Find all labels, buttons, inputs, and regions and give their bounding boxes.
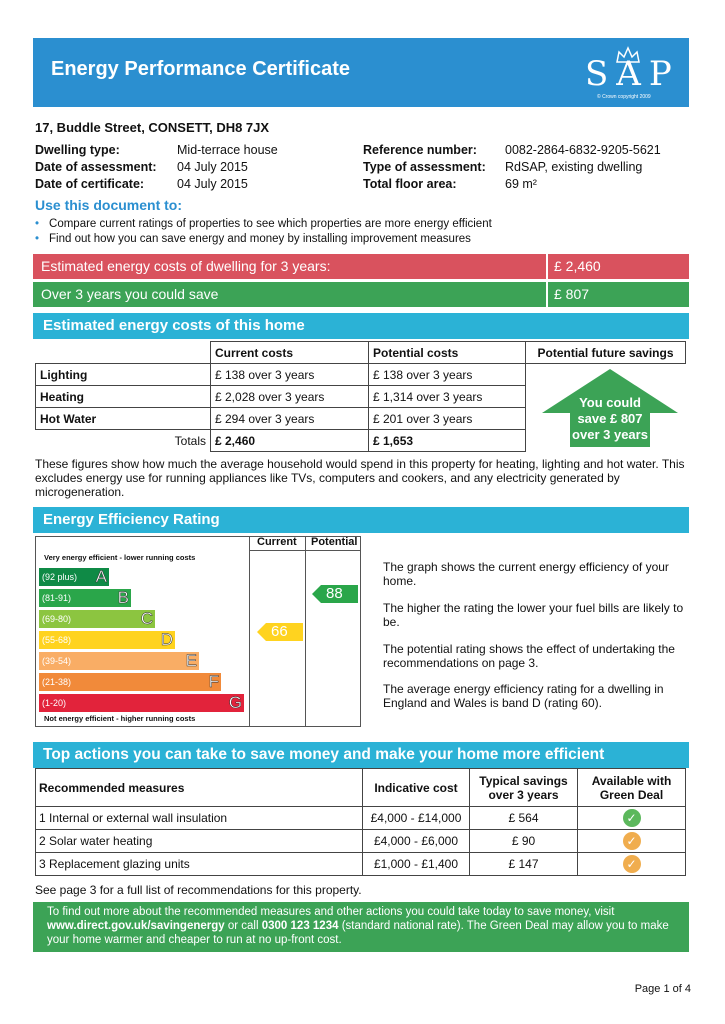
green-deal-cell <box>578 830 686 853</box>
page-number: Page 1 of 4 <box>634 983 691 995</box>
potential-rating-arrow <box>312 585 358 603</box>
column-header: Recommended measures <box>36 769 363 807</box>
estimated-cost-bar <box>33 254 689 279</box>
rating-band-a <box>39 568 109 586</box>
totals-label: Totals <box>36 430 211 452</box>
band-range: (21-38) <box>42 677 72 687</box>
detail-value: Mid-terrace house <box>177 143 278 157</box>
table-row <box>36 853 686 876</box>
detail-label: Date of certificate: <box>35 177 145 191</box>
rating-heading: Energy Efficiency Rating <box>43 511 220 528</box>
detail-row <box>363 142 661 159</box>
totals-potential: £ 1,653 <box>369 430 526 452</box>
see-page-note: See page 3 for a full list of recommendations for this property. <box>35 883 362 897</box>
band-letter: B <box>117 588 129 607</box>
property-address: 17, Buddle Street, CONSETT, DH8 7JX <box>35 120 270 135</box>
rating-top-label: Very energy efficient - lower running costs <box>44 553 196 562</box>
savings-value: £ 807 <box>546 282 595 307</box>
check-icon: ✓ <box>623 809 641 827</box>
table-cell: £ 1,314 over 3 years <box>369 386 526 408</box>
current-column-header: Current <box>257 536 297 548</box>
header-divider <box>249 550 361 551</box>
table-cell: £ 201 over 3 years <box>369 408 526 430</box>
band-letter: C <box>140 609 153 628</box>
header-banner <box>33 38 689 107</box>
column-header: Typical savings over 3 years <box>470 769 578 807</box>
list-item: • Compare current ratings of properties to see which properties are more energy efficient <box>35 217 492 232</box>
savings-line: You could <box>579 395 641 410</box>
page-title: Energy Performance Certificate <box>51 58 351 80</box>
detail-row <box>35 142 278 159</box>
band-range: (69-80) <box>42 614 72 624</box>
detail-value: 0082-2864-6832-9205-5621 <box>505 143 661 157</box>
table-cell: £ 2,028 over 3 years <box>211 386 369 408</box>
totals-current: £ 2,460 <box>211 430 369 452</box>
band-range: (92 plus) <box>42 572 78 582</box>
costs-heading: Estimated energy costs of this home <box>43 317 305 334</box>
savings-line: over 3 years <box>572 427 648 442</box>
costs-paragraph: These figures show how much the average household would spend in this property for heating, lighting and hot water. This excludes energy use for running appliances like TVs, computers and cookers, and any electricity generated by microgeneration. <box>35 457 685 499</box>
cost-cell: £4,000 - £6,000 <box>363 830 470 853</box>
rating-band-g <box>39 694 244 712</box>
measure-cell: 3 Replacement glazing units <box>36 853 363 876</box>
savings-arrow <box>540 367 680 447</box>
actions-heading: Top actions you can take to save money and make your home more efficient <box>43 746 605 763</box>
saving-cell: £ 147 <box>470 853 578 876</box>
table-cell: £ 138 over 3 years <box>369 364 526 386</box>
sap-letters: SAP <box>585 54 680 94</box>
list-item: • Find out how you can save energy and money by installing improvement measures <box>35 232 492 247</box>
band-range: (55-68) <box>42 635 72 645</box>
check-icon: ✓ <box>623 855 641 873</box>
saving-cell: £ 90 <box>470 830 578 853</box>
table-row <box>36 830 686 853</box>
detail-row <box>35 176 278 193</box>
cost-cell: £4,000 - £14,000 <box>363 807 470 830</box>
actions-section-header <box>33 742 689 768</box>
current-rating-arrow <box>257 623 303 641</box>
rating-text: The graph shows the current energy efficiency of your home. <box>383 560 669 588</box>
rating-band-b <box>39 589 131 607</box>
row-label: Lighting <box>36 364 211 386</box>
rating-chart <box>35 536 361 727</box>
detail-label: Date of assessment: <box>35 160 157 174</box>
info-text: or call <box>224 920 262 932</box>
detail-value: 69 m² <box>505 177 537 191</box>
band-range: (81-91) <box>42 593 72 603</box>
detail-label: Reference number: <box>363 143 477 157</box>
detail-label: Type of assessment: <box>363 160 486 174</box>
info-phone: 0300 123 1234 <box>261 920 339 932</box>
rating-band-f <box>39 673 221 691</box>
actions-table <box>35 768 686 876</box>
detail-label: Total floor area: <box>363 177 457 191</box>
detail-label: Dwelling type: <box>35 143 120 157</box>
table-cell: £ 294 over 3 years <box>211 408 369 430</box>
measure-cell: 1 Internal or external wall insulation <box>36 807 363 830</box>
column-divider <box>305 536 306 727</box>
column-header: Potential future savings <box>526 342 686 364</box>
potential-rating-value: 88 <box>326 585 343 602</box>
rating-band-d <box>39 631 175 649</box>
table-cell: £ 138 over 3 years <box>211 364 369 386</box>
empty-header-cell <box>36 342 211 364</box>
band-letter: F <box>208 672 219 691</box>
green-deal-cell <box>578 853 686 876</box>
column-header: Indicative cost <box>363 769 470 807</box>
table-header-row <box>36 342 686 364</box>
detail-value: RdSAP, existing dwelling <box>505 160 643 174</box>
cost-cell: £1,000 - £1,400 <box>363 853 470 876</box>
info-text: (standard national rate). The Green Deal may allow you to make your home warmer and cheaper to run at no up-front cost. <box>47 920 669 946</box>
check-icon: ✓ <box>623 832 641 850</box>
rating-band-e <box>39 652 199 670</box>
savings-bar <box>33 282 689 307</box>
detail-row <box>363 176 661 193</box>
rating-text: The potential rating shows the effect of undertaking the recommendations on page 3. <box>383 642 675 670</box>
rating-text: The higher the rating the lower your fuel bills are likely to be. <box>383 601 684 629</box>
row-label: Heating <box>36 386 211 408</box>
green-deal-cell <box>578 807 686 830</box>
info-text: To find out more about the recommended measures and other actions you could take today to save money, visit <box>47 906 615 918</box>
estimated-cost-value: £ 2,460 <box>546 254 607 279</box>
savings-line: save £ 807 <box>577 411 643 426</box>
potential-column-header: Potential <box>311 536 358 548</box>
rating-text: The average energy efficiency rating for a dwelling in England and Wales is band D (rating 60). <box>383 682 664 710</box>
logo-copyright: © Crown copyright 2009 <box>597 94 651 100</box>
measure-cell: 2 Solar water heating <box>36 830 363 853</box>
use-doc-list <box>35 217 492 247</box>
table-row <box>36 807 686 830</box>
column-header: Current costs <box>211 342 369 364</box>
estimated-cost-label: Estimated energy costs of dwelling for 3 years: <box>41 258 331 274</box>
detail-row <box>363 159 661 176</box>
band-range: (39-54) <box>42 656 72 666</box>
info-link[interactable]: www.direct.gov.uk/savingenergy <box>47 920 225 932</box>
band-letter: A <box>95 567 107 586</box>
detail-value: 04 July 2015 <box>177 160 248 174</box>
detail-value: 04 July 2015 <box>177 177 248 191</box>
row-label: Hot Water <box>36 408 211 430</box>
column-header: Available with Green Deal <box>578 769 686 807</box>
saving-cell: £ 564 <box>470 807 578 830</box>
details-left <box>35 142 278 193</box>
use-doc-heading: Use this document to: <box>35 197 183 213</box>
table-header-row <box>36 769 686 807</box>
band-letter: E <box>185 651 197 670</box>
savings-label: Over 3 years you could save <box>41 286 219 302</box>
detail-row <box>35 159 278 176</box>
current-rating-value: 66 <box>271 623 288 640</box>
savings-arrow-text <box>540 395 680 443</box>
costs-section-header <box>33 313 689 339</box>
band-letter: G <box>228 693 242 712</box>
rating-bottom-label: Not energy efficient - higher running costs <box>44 714 196 723</box>
rating-band-c <box>39 610 155 628</box>
sap-logo <box>585 46 680 102</box>
details-right <box>363 142 661 193</box>
band-letter: D <box>160 630 173 649</box>
info-box <box>33 902 689 952</box>
column-header: Potential costs <box>369 342 526 364</box>
rating-section-header <box>33 507 689 533</box>
column-divider <box>249 536 250 727</box>
band-range: (1-20) <box>42 698 67 708</box>
